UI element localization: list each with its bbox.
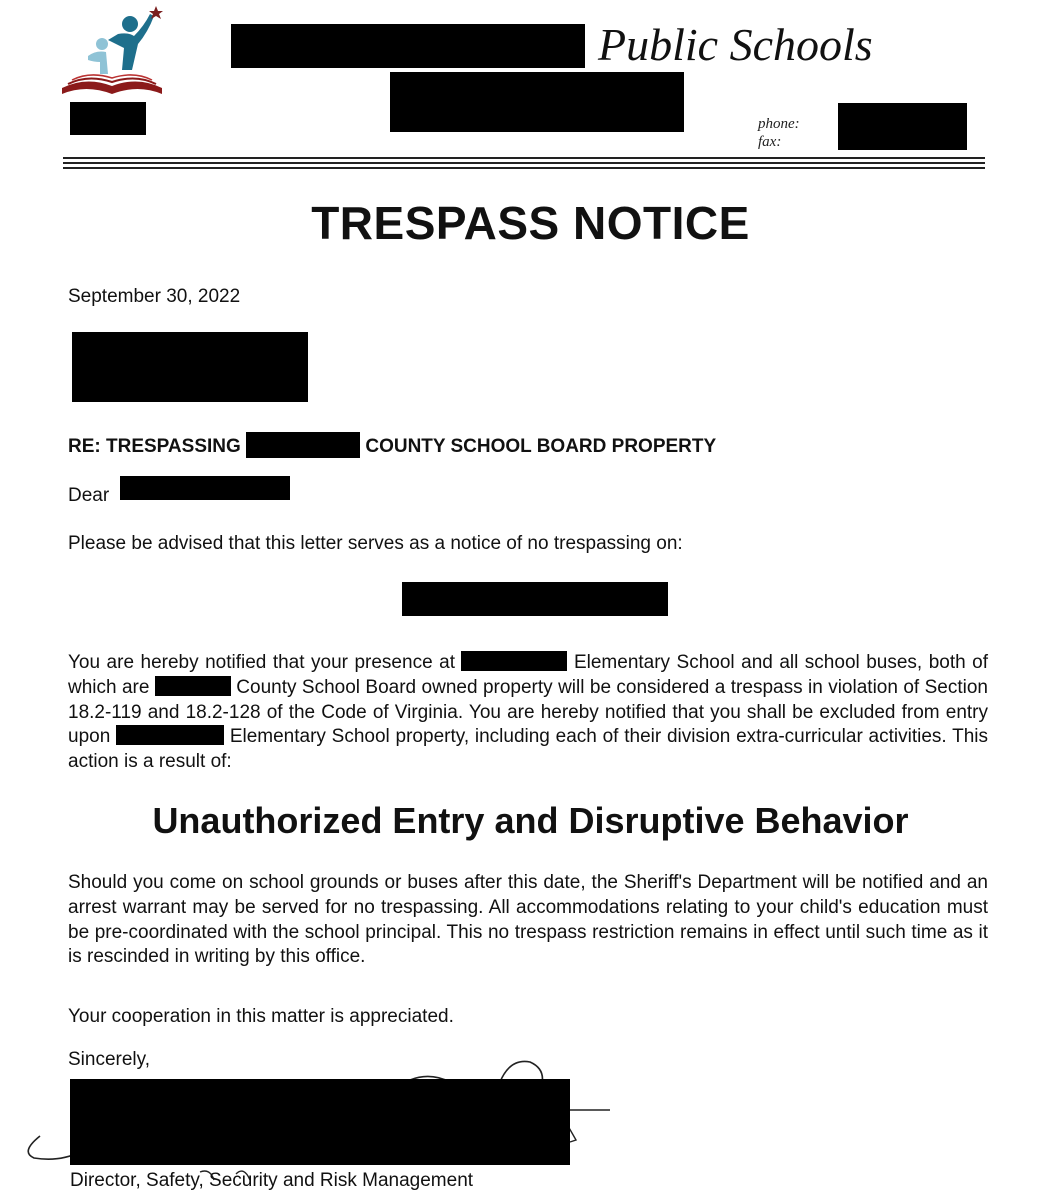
redacted-recipient-address [72, 332, 308, 402]
body1-part-c: County School Board owned property will be considered a trespass in violation of Section 18.2-119 and 18.2-128 of the Code of Virginia. You are hereby notified that you shall be excluded from entry upon [68, 676, 988, 748]
book-icon [62, 75, 162, 94]
figures-icon [88, 14, 154, 74]
re-line [68, 432, 716, 459]
body1-part-d: Elementary School property, including each of their division extra-curricular activities. This action is a result of: [68, 726, 989, 773]
re-prefix: RE: TRESPASSING [68, 436, 247, 457]
redacted-county [155, 676, 231, 696]
reason-heading: Unauthorized Entry and Disruptive Behavior [152, 800, 909, 841]
redacted-county-name [231, 24, 585, 68]
redacted-phone-fax [838, 103, 967, 150]
notice-title: TRESPASS NOTICE [311, 197, 750, 249]
re-suffix: COUNTY SCHOOL BOARD PROPERTY [360, 436, 717, 457]
phone-label: phone: [758, 116, 800, 132]
body1-part-b: Elementary School and all school buses, both of which are [68, 652, 989, 698]
consequence-paragraph: Should you come on school grounds or buses after this date, the Sheriff's Department will be notified and an arrest warrant may be served for no trespassing. All accommodations relating to your child's education must be pre-coordinated with the school principal. This no trespass restriction remains in effect until such time as it is rescinded in writing by this office. [68, 872, 988, 968]
redacted-recipient-name [120, 476, 290, 500]
fax-label: fax: [758, 134, 782, 150]
redacted-address [390, 72, 684, 132]
notice-paragraph [68, 651, 988, 775]
redacted-county [246, 432, 360, 458]
letterhead-rule [63, 167, 985, 169]
redacted-signer-name [70, 1079, 570, 1165]
closing: Sincerely, [68, 1049, 151, 1070]
redacted-school [461, 651, 567, 671]
letterhead-rule [63, 157, 985, 159]
signer-title: Director, Safety, Security and Risk Management [70, 1170, 474, 1191]
letterhead-rule [63, 162, 985, 164]
salutation: Dear [68, 485, 110, 506]
brand-suffix: Public Schools [598, 19, 873, 70]
intro-text: Please be advised that this letter serves as a notice of no trespassing on: [68, 533, 683, 554]
letter-date: September 30, 2022 [68, 286, 241, 307]
school-logo [58, 4, 166, 106]
redacted-subject-name [402, 582, 668, 616]
cooperation-text: Your cooperation in this matter is appreciated. [68, 1006, 454, 1027]
redacted-logo-text [70, 102, 146, 135]
redacted-school [116, 725, 224, 745]
body1-part-a: You are hereby notified that your presence at [68, 652, 462, 673]
